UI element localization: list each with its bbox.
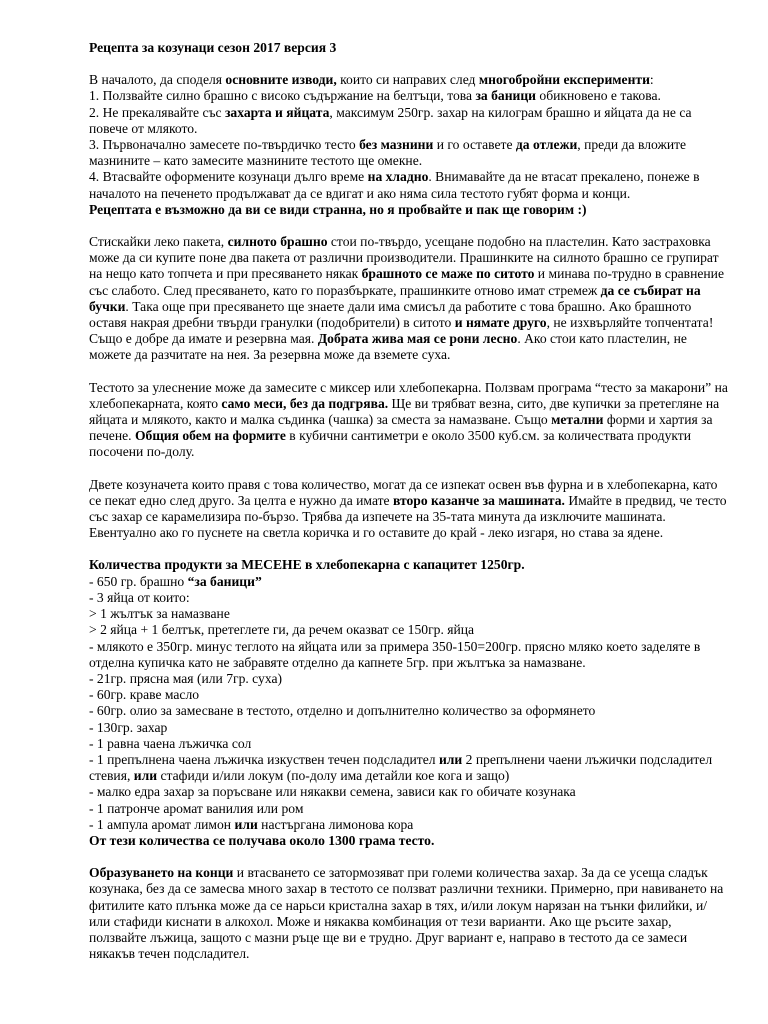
bold-text: да отлежи [515,137,578,153]
text-run: Ще ви трябват везна, сито, две купички за претегляне на яйцата и млякото, както и малка съдинка (чашка) за сместа за намазване. Също [89,395,720,428]
text-run: Имайте в предвид, че тесто със захар се карамелизира по-бързо. Трябва да изпечете на 35-тата минута да изключите машината. Евентуално ако го пуснете на светла коричка и го оставите до край - леко изгаря, но става за ядене. [89,492,727,541]
bold-text: захарта и яйцата [224,104,330,120]
ingredient-line [89,703,728,719]
bold-text: без мазнини [359,137,434,153]
paragraph-mixer [89,380,728,461]
bold-text: От тези количества се получава около 1300 грама тесто. [89,832,435,848]
text-run: и втасването се затормозяват при големи количества захар. За да се усеща сладък козунака, без да се замесва много захар в тестото се ползват различни техники. Примерно, при навиването на фитилите като плънка може да се нарьси кристална захар в тях, и/или локум нарязан на тънки филийки, и/или стафиди киснати в алкохол. Може и някаква комбинация от тези варианти. Ако ще ръсите захар, ползвайте лъжица, защото с мазни ръце ще ви е трудно. Друг вариант е, направо в тестото да се замеси някакъв течен подсладител. [89,865,724,962]
text-run: - 1 ампула аромат лимон [89,816,235,832]
bold-text: на хладно [367,169,429,185]
intro-line [89,88,728,104]
bold-text: да се събират на бучки [89,282,701,314]
ingredient-line [89,784,728,800]
text-run: в кубични сантиметри е около 3500 куб.см. за количествата продукти посочени по-долу. [89,428,692,460]
text-run: стафиди и/или локум (по-долу има детайли кое кога и защо) [157,768,510,784]
bold-text: или [133,768,158,784]
text-run: - 60гр. краве масло [89,687,200,703]
bold-text: брашното се маже по ситото [361,266,535,282]
paragraph-machine [89,477,728,542]
text-run: В началото, да споделя [89,72,226,88]
text-run: и го оставете [433,137,516,153]
text-run: 4. Втасвайте оформените козунаци дълго време [89,169,368,185]
intro-line [89,137,728,169]
document-title: Рецепта за козунаци сезон 2017 версия 3 [89,40,337,55]
text-run: обикновено е такова. [536,88,661,104]
bold-text: или [438,751,463,767]
bold-text: или [234,816,258,832]
ingredient-line [89,606,728,622]
text-run: - 21гр. прясна мая (или 7гр. суха) [89,670,283,686]
text-run: Двете козуначета които правя с това количество, могат да се изпекат освен във фурна и в хлебопекарна, като се пекат едно след друго. За целта е нужно да имате [89,476,718,508]
ingredient-line [89,622,728,638]
ingredients-heading [89,557,728,573]
text-run: 1. Ползвайте силно брашно с високо съдържание на белтъци, това [89,88,476,104]
intro-line [89,105,728,137]
text-run: , максимум 250гр. захар на килограм брашно и яйцата да не са повече от млякото. [89,104,692,136]
ingredient-line [89,817,728,833]
intro-line [89,202,728,218]
text-run: . Ако стои като пластелин, не можете да разчитате на нея. За резервна може да вземете суха. [89,331,687,363]
text-run: - малко едра захар за поръсване или някакви семена, зависи как го обичате козунака [89,784,576,800]
bold-text: многобройни експерименти [478,72,650,88]
ingredient-line [89,720,728,736]
paragraph-flour [89,234,728,364]
ingredient-line [89,671,728,687]
text-run: - 1 равна чаена лъжичка сол [89,735,252,751]
bold-text: второ казанче за машината. [393,492,565,508]
text-run: - 650 гр. брашно [89,573,188,589]
bold-text: Рецептата е възможно да ви се види странна, но я пробвайте и пак ще говорим :) [89,201,587,217]
bold-text: силното брашно [227,234,328,250]
text-run: - 130гр. захар [89,719,168,735]
ingredient-line [89,801,728,817]
text-run: стои по-твърдо, усещане подобно на пластелин. Като застраховка може да си купите поне два пакета от различни производители. Прашинките на силното брашно се групират на нещо като топчета и при пресяването някак [89,234,719,282]
ingredient-line [89,639,728,671]
bold-text: Количества продукти за МЕСЕНЕ в хлебопекарна с капацитет 1250гр. [89,557,525,573]
ingredient-line [89,590,728,606]
text-run: - 60гр. олио за замесване в тестото, отделно и допълнително количество за оформянето [89,703,596,719]
text-run: 2. Не прекалявайте със [89,104,225,120]
bold-text: Общия обем на формите [134,428,286,444]
bold-text: и нямате друго [454,315,547,331]
text-run: Тестото за улеснение може да замесите с миксер или хлебопекарна. Ползвам програма “тесто за макарони” на хлебопекарната, която [89,379,728,411]
text-run: , не изхвърляйте топчентата! Също е добре да имате и резервна мая. [89,315,714,347]
bold-text: метални [551,412,604,428]
ingredient-line [89,687,728,703]
bold-text: основните изводи, [225,72,337,88]
intro-line [89,72,728,88]
ingredient-line [89,736,728,752]
text-run: 3. Първоначално замесете по-твърдичко тесто [89,137,360,153]
text-run: 2 препълнени чаени лъжички подсладител стевия, [89,751,713,784]
bold-text: “за баници” [187,573,262,589]
text-run: , преди да вложите мазнините – като замесите мазнините тестото ще омекне. [89,137,687,169]
text-run: > 2 яйца + 1 белтък, претеглете ги, да речем оказват се 150гр. яйца [89,622,475,638]
paragraph-threads [89,865,728,962]
text-run: > 1 жълтък за намазване [89,606,230,622]
bold-text: само меси, без да подгрява. [221,395,389,411]
intro-section [89,72,728,218]
bold-text: за баници [475,88,537,104]
text-run: и минава по-трудно в сравнение със слабото. След пресяването, като го поразбъркате, прашинките отново имат стремеж [89,266,724,298]
text-run: : [649,72,654,88]
text-run: . Внимавайте да не втасат прекалено, понеже в началото на печенето продължават да се вдигат и ако няма сила тестото губят форма и конци. [89,169,700,201]
text-run: настъргана лимонова кора [257,816,414,832]
text-run: форми и хартия за печене. [89,412,713,444]
ingredient-line [89,752,728,784]
text-run: - млякото е 350гр. минус теглото на яйцата или за примера 350-150=200гр. прясно мляко което заделяте в отделна купичка като не забравяте отделно да капнете 5гр. при жълтъка за намазване. [89,638,701,670]
text-run: - 1 препълнена чаена лъжичка изкуствен течен подсладител [89,751,439,767]
bold-text: Добрата жива мая се рони лесно [317,331,518,347]
ingredients-section [89,557,728,849]
text-run: - 1 патронче аромат ванилия или ром [89,800,304,816]
bold-text: Образуването на конци [89,865,234,881]
ingredients-yield [89,833,728,849]
text-run: Стискайки леко пакета, [89,234,228,250]
text-run: . Така още при пресяването ще знаете дали има смисъл да работите с това брашно. Ако брашното оставя накрая дребни твърди гранулки (подобрители) в ситото [89,298,692,331]
text-run: - 3 яйца от които: [89,589,190,605]
intro-line [89,169,728,201]
text-run: които си направих след [336,72,479,88]
ingredient-line [89,574,728,590]
